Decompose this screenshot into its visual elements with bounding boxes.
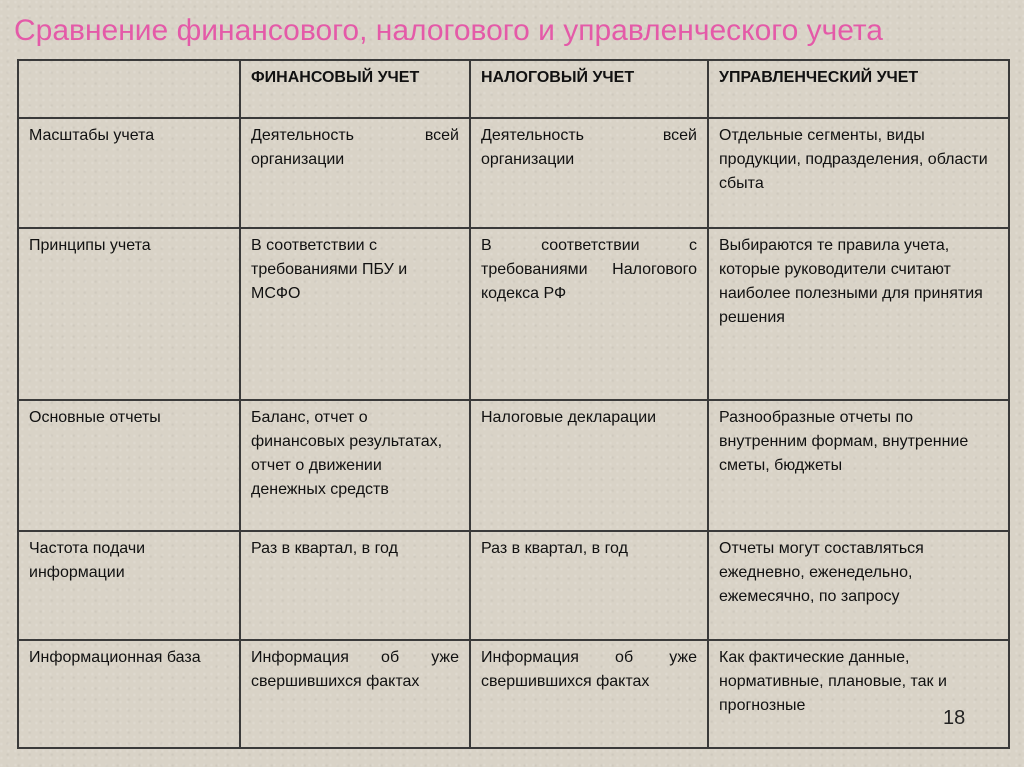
- cell-tax: Налоговые декларации: [470, 400, 708, 531]
- cell-financial: В соответствии с требованиями ПБУ и МСФО: [240, 228, 470, 400]
- header-cell-empty: [18, 60, 240, 118]
- row-label: Принципы учета: [18, 228, 240, 400]
- cell-financial: Раз в квартал, в год: [240, 531, 470, 640]
- cell-management: Разнообразные отчеты по внутренним формам, внутренние сметы, бюджеты: [708, 400, 1009, 531]
- cell-management: Отдельные сегменты, виды продукции, подразделения, области сбыта: [708, 118, 1009, 228]
- cell-management: Как фактические данные, нормативные, плановые, так и прогнозные: [708, 640, 1009, 748]
- cell-financial: Баланс, отчет о финансовых результатах, отчет о движении денежных средств: [240, 400, 470, 531]
- row-label: Частота подачи информации: [18, 531, 240, 640]
- comparison-table: [17, 59, 1010, 749]
- page-number: 18: [943, 707, 966, 729]
- row-label: Масштабы учета: [18, 118, 240, 228]
- table-row: [18, 228, 1009, 400]
- cell-financial: Информация об уже свершившихся фактах: [240, 640, 470, 748]
- table-header-row: [18, 60, 1009, 118]
- header-financial: ФИНАНСОВЫЙ УЧЕТ: [240, 60, 470, 118]
- header-tax: НАЛОГОВЫЙ УЧЕТ: [470, 60, 708, 118]
- cell-tax: В соответствии с требованиями Налогового кодекса РФ: [470, 228, 708, 400]
- cell-tax: Раз в квартал, в год: [470, 531, 708, 640]
- cell-tax: Деятельность всей организации: [470, 118, 708, 228]
- header-management: УПРАВЛЕНЧЕСКИЙ УЧЕТ: [708, 60, 1009, 118]
- table-row: [18, 118, 1009, 228]
- table-row: [18, 640, 1009, 748]
- table-row: [18, 531, 1009, 640]
- row-label: Основные отчеты: [18, 400, 240, 531]
- slide-title: Сравнение финансового, налогового и управленческого учета: [14, 14, 883, 47]
- cell-tax: Информация об уже свершившихся фактах: [470, 640, 708, 748]
- cell-financial: Деятельность всей организации: [240, 118, 470, 228]
- table-row: [18, 400, 1009, 531]
- cell-management: Выбираются те правила учета, которые руководители считают наиболее полезными для принятия решения: [708, 228, 1009, 400]
- cell-management: Отчеты могут составляться ежедневно, еженедельно, ежемесячно, по запросу: [708, 531, 1009, 640]
- row-label: Информационная база: [18, 640, 240, 748]
